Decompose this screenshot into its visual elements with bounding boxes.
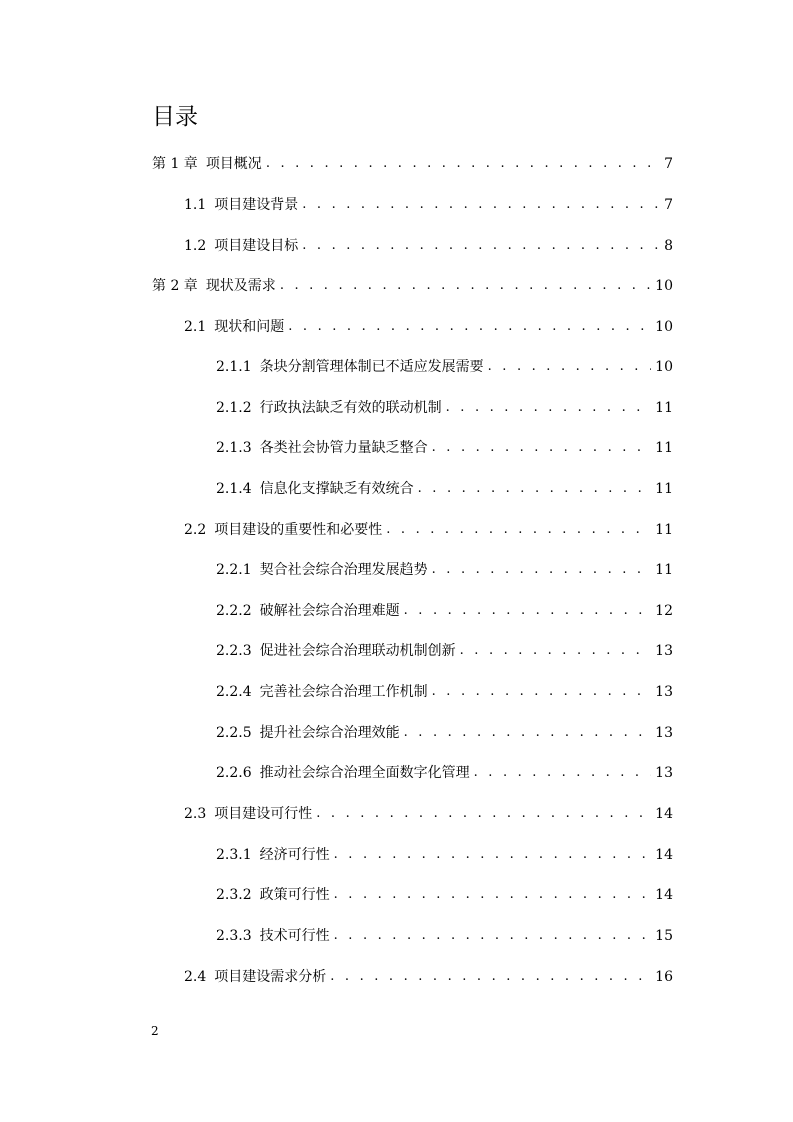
toc-dot-leader	[446, 397, 652, 419]
toc-entry-text: 技术可行性	[259, 928, 330, 944]
toc-entry-2-2-1[interactable]	[216, 559, 673, 581]
toc-entry-text: 条块分割管理体制已不适应发展需要	[259, 359, 484, 375]
toc-entry-page: 16	[655, 969, 673, 985]
toc-entry-text: 完善社会综合治理工作机制	[259, 684, 428, 700]
toc-entry-number: 2.2.5	[216, 725, 252, 741]
toc-entry-page: 8	[664, 238, 673, 254]
toc-entry-text: 现状和问题	[214, 319, 285, 335]
toc-entry-number: 2.1	[184, 319, 207, 335]
toc-entry-2-1-1[interactable]	[216, 356, 673, 378]
toc-entry-page: 13	[655, 725, 673, 741]
toc-entry-text: 现状及需求	[205, 278, 276, 294]
toc-dot-leader	[386, 519, 651, 541]
toc-entry-chapter-1[interactable]	[152, 153, 673, 175]
toc-dot-leader	[334, 884, 652, 906]
toc-entry-text: 推动社会综合治理全面数字化管理	[259, 765, 470, 781]
toc-entry-page: 13	[655, 643, 673, 659]
toc-entry-page: 11	[655, 522, 673, 538]
toc-entry-2-2-2[interactable]	[216, 600, 673, 622]
toc-entry-text: 项目建设需求分析	[214, 969, 327, 985]
toc-dot-leader	[334, 844, 652, 866]
toc-entry-number: 2.1.4	[216, 481, 252, 497]
toc-entry-text: 信息化支撑缺乏有效统合	[259, 481, 414, 497]
toc-entry-1-1[interactable]	[184, 194, 673, 216]
toc-entry-page: 11	[655, 400, 673, 416]
toc-entry-number: 2.4	[184, 969, 207, 985]
toc-dot-leader	[418, 478, 652, 500]
toc-entry-chapter-2[interactable]	[152, 275, 673, 297]
toc-entry-2-2-6[interactable]	[216, 762, 673, 784]
toc-entry-text: 经济可行性	[259, 847, 330, 863]
toc-entry-page: 14	[655, 847, 673, 863]
toc-entry-text: 提升社会综合治理效能	[259, 725, 400, 741]
toc-entry-text: 项目建设可行性	[214, 806, 313, 822]
toc-dot-leader	[474, 762, 652, 784]
toc-entry-2-2-3[interactable]	[216, 640, 673, 662]
toc-entry-page: 13	[655, 765, 673, 781]
toc-entry-number: 2.1.2	[216, 400, 252, 416]
toc-entry-page: 14	[655, 887, 673, 903]
toc-entry-number: 2.2.6	[216, 765, 252, 781]
toc-entry-number: 2.1.1	[216, 359, 252, 375]
toc-entry-text: 项目建设目标	[214, 238, 299, 254]
toc-entry-2-2-5[interactable]	[216, 722, 673, 744]
toc-entry-text: 促进社会综合治理联动机制创新	[259, 643, 456, 659]
toc-dot-leader	[302, 194, 659, 216]
toc-entry-text: 契合社会综合治理发展趋势	[259, 562, 428, 578]
toc-entry-2-3-3[interactable]	[216, 925, 673, 947]
toc-dot-leader	[432, 681, 652, 703]
toc-dot-leader	[488, 356, 652, 378]
toc-entry-page: 15	[655, 928, 673, 944]
toc-dot-leader	[266, 153, 659, 175]
toc-dot-leader	[280, 275, 651, 297]
toc-entry-number: 2.3.1	[216, 847, 252, 863]
toc-entry-2-1[interactable]	[184, 316, 673, 338]
toc-entry-page: 11	[655, 481, 673, 497]
toc-entry-text: 项目概况	[205, 156, 262, 172]
toc-dot-leader	[330, 966, 651, 988]
toc-entry-text: 破解社会综合治理难题	[259, 603, 400, 619]
toc-dot-leader	[404, 600, 652, 622]
toc-entry-page: 10	[655, 359, 673, 375]
toc-entry-2-3[interactable]	[184, 803, 673, 825]
toc-entry-text: 行政执法缺乏有效的联动机制	[259, 400, 442, 416]
toc-dot-leader	[316, 803, 651, 825]
toc-entry-2-2[interactable]	[184, 519, 673, 541]
toc-entry-page: 13	[655, 684, 673, 700]
toc-entry-page: 7	[664, 197, 673, 213]
toc-entry-number: 2.2	[184, 522, 207, 538]
toc-dot-leader	[288, 316, 651, 338]
toc-dot-leader	[302, 235, 659, 257]
toc-entry-text: 各类社会协管力量缺乏整合	[259, 440, 428, 456]
toc-entry-1-2[interactable]	[184, 235, 673, 257]
toc-entry-2-1-2[interactable]	[216, 397, 673, 419]
toc-entry-number: 1.2	[184, 238, 207, 254]
toc-dot-leader	[432, 559, 652, 581]
toc-entry-2-2-4[interactable]	[216, 681, 673, 703]
toc-entry-2-4[interactable]	[184, 966, 673, 988]
toc-entry-page: 14	[655, 806, 673, 822]
toc-entry-page: 10	[655, 278, 673, 294]
toc-entry-number: 2.2.1	[216, 562, 252, 578]
toc-dot-leader	[460, 640, 652, 662]
toc-entry-number: 2.3.2	[216, 887, 252, 903]
toc-entry-2-1-3[interactable]	[216, 437, 673, 459]
toc-entry-text: 项目建设的重要性和必要性	[214, 522, 383, 538]
toc-entry-text: 政策可行性	[259, 887, 330, 903]
toc-entry-page: 11	[655, 440, 673, 456]
toc-entry-page: 7	[664, 156, 673, 172]
toc-entry-number: 1.1	[184, 197, 207, 213]
toc-entry-number: 2.2.2	[216, 603, 252, 619]
toc-dot-leader	[334, 925, 652, 947]
toc-entry-page: 11	[655, 562, 673, 578]
toc-entry-number: 2.2.3	[216, 643, 252, 659]
footer-page-number: 2	[151, 1024, 159, 1038]
toc-dot-leader	[432, 437, 652, 459]
toc-entry-number: 2.1.3	[216, 440, 252, 456]
toc-entry-number: 2.2.4	[216, 684, 252, 700]
toc-entry-number: 第 1 章	[152, 156, 198, 172]
toc-entry-number: 2.3.3	[216, 928, 252, 944]
toc-entry-text: 项目建设背景	[214, 197, 299, 213]
toc-entry-page: 12	[655, 603, 673, 619]
toc-dot-leader	[404, 722, 652, 744]
toc-entry-2-1-4[interactable]	[216, 478, 673, 500]
toc-entry-2-3-1[interactable]	[216, 844, 673, 866]
page-title: 目录	[152, 104, 198, 130]
toc-entry-number: 2.3	[184, 806, 207, 822]
toc-entry-number: 第 2 章	[152, 278, 198, 294]
toc-entry-page: 10	[655, 319, 673, 335]
toc-entry-2-3-2[interactable]	[216, 884, 673, 906]
